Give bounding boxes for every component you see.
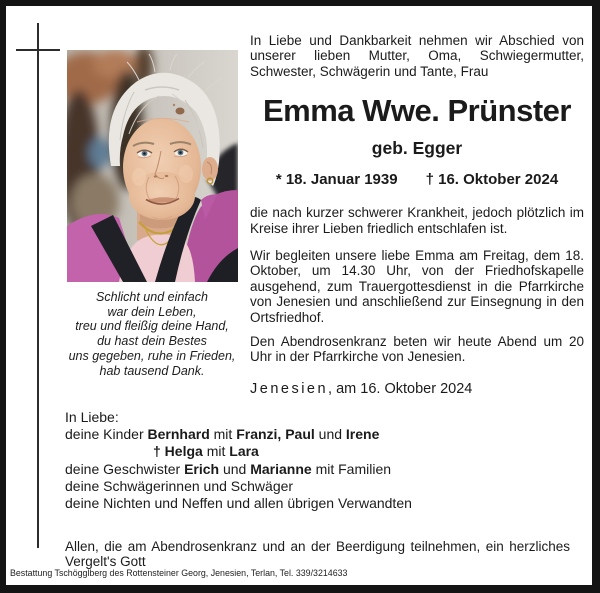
dateline-date: , am 16. Oktober 2024: [328, 380, 473, 397]
family-line-children: deine Kinder Bernhard mit Franzi, Paul und Irene: [65, 426, 380, 443]
memorial-poem: [46, 290, 258, 378]
family-line-siblings: deine Geschwister Erich und Marianne mit Familien: [65, 460, 392, 477]
dateline: [250, 381, 584, 398]
family-line-inlaws: deine Schwägerinnen und Schwäger: [65, 477, 294, 494]
death-date: † 16. Oktober 2024: [425, 171, 559, 189]
notice-column: [250, 0, 584, 398]
family-line-relatives: deine Nichten und Neffen und allen übrigen Verwandten: [65, 495, 412, 512]
cross-bar: [16, 49, 60, 51]
condolence-text: die nach kurzer schwerer Krankheit, jedoch plötzlich im Kreise ihrer Lieben friedlich entschlafen ist.: [250, 205, 584, 236]
birth-date: * 18. Januar 1939: [275, 171, 398, 189]
dateline-place: Jenesien: [250, 380, 329, 397]
deceased-name: Emma Wwe. Prünster: [263, 93, 571, 129]
funeral-home-footer: Bestattung Tschögglberg des Rottensteiner Georg, Jenesien, Terlan, Tel. 339/3214633: [10, 568, 348, 579]
portrait-illustration: [67, 50, 238, 282]
family-heading: In Liebe:: [65, 409, 119, 425]
cross-stem: [37, 23, 39, 548]
thanks-text: Allen, die am Abendrosenkranz und an der Beerdigung teilnehmen, ein herzliches Vergelt's Gott: [65, 538, 570, 570]
poem-line: du hast dein Bestes: [97, 334, 207, 349]
rosary-text: Den Abendrosenkranz beten wir heute Abend um 20 Uhr in der Pfarrkirche von Jenesien.: [250, 334, 584, 365]
poem-line: treu und fleißig deine Hand,: [75, 319, 229, 334]
funeral-text: Wir begleiten unsere liebe Emma am Freitag, dem 18. Oktober, um 14.30 Uhr, von der Friedhofskapelle ausgehend, zum Trauergottesdienst in die Pfarrkirche von Jenesien und anschließend zur Einsegnung in den Ortsfriedhof.: [250, 248, 584, 325]
family-list: [65, 409, 573, 512]
life-dates: [250, 171, 584, 188]
poem-line: hab tausend Dank.: [99, 363, 205, 378]
family-line-helga: † Helga mit Lara: [153, 443, 259, 460]
poem-line: Schlicht und einfach: [96, 290, 208, 304]
poem-line: war dein Leben,: [107, 304, 197, 319]
portrait-photo: [67, 50, 238, 282]
intro-text: In Liebe und Dankbarkeit nehmen wir Abschied von unserer lieben Mutter, Oma, Schwiegermutter, Schwester, Schwägerin und Tante, Frau: [250, 33, 584, 79]
poem-line: uns gegeben, ruhe in Frieden,: [68, 348, 236, 363]
maiden-name: geb. Egger: [371, 138, 463, 159]
